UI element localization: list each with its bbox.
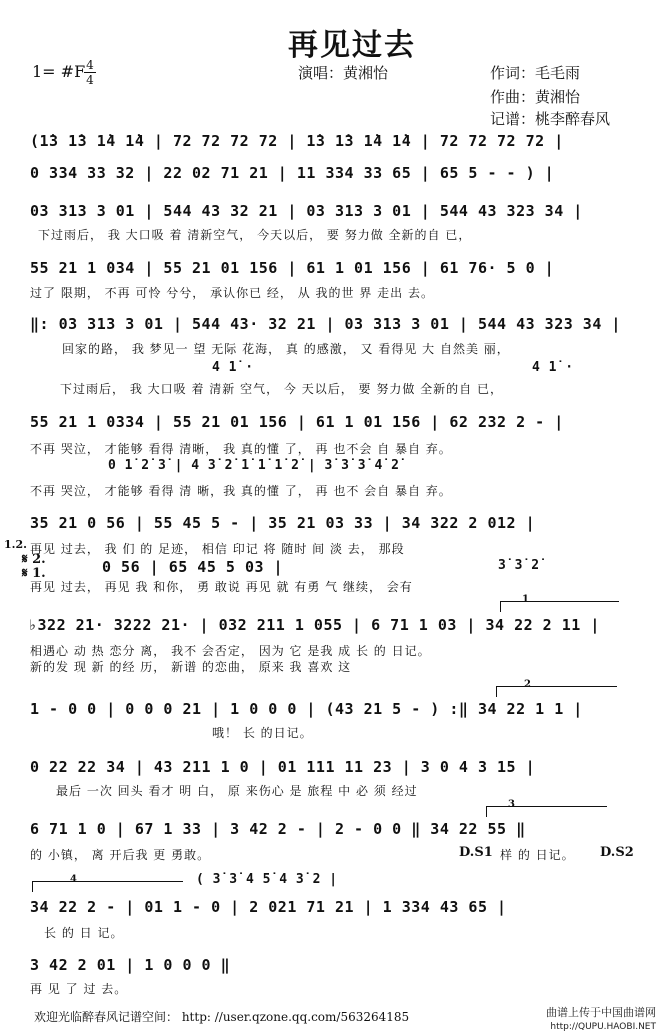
score-row-4: 55 21 1 034 | 55 21 01 156 | 61 1 01 156 | 61 76· 5 0 | [30,259,555,277]
above-notes: ( 3̇ 3̇ 4 5̇ 4 3̇ 2 | [196,872,338,887]
watermark-title: 曲谱上传于中国曲谱网 [546,1006,656,1019]
score-row-2: 0 334 33 32 | 22 02 71 21 | 11 334 33 65 | 65 5 - - ) | [30,164,555,182]
above-notes: 4 1̇ · [532,360,574,375]
score-row-13: 34 22 2 - | 01 1 - 0 | 2 021 71 21 | 1 334 43 65 | [30,898,507,916]
volta-number: 1 [522,594,529,605]
lyric-line: 长 的 日 记。 [44,926,124,940]
lyric-line: 不再 哭泣， 才能够 看得 清晰， 我 真的懂 了， 再 也不会 自 暴自 弃。 [30,442,452,456]
score-row-1: (1̇3 1̇3 1̇4 1̇4 | 72 72 72 72 | 1̇3 1̇3 1̇4 1̇4 | 72 72 72 72 | [30,132,564,150]
score-row-7: 35 21 0 56 | 55 45 5 - | 35 21 03 33 | 34 322 2 012 | [30,514,536,532]
score-row-8: 0 56 | 65 45 5 03 | [102,558,284,576]
lyric-line: 新的发 现 新 的经 历， 新谱 的恋曲， 原来 我 喜欢 这 [30,660,352,674]
watermark-url: http://QUPU.HAOBI.NET [550,1022,656,1032]
score-row-6: 55 21 1 0334 | 55 21 01 156 | 61 1 01 156 | 62 232 2 - | [30,413,564,431]
above-notes: 4 1̇ · [212,360,254,375]
score-row-10: 1 - 0 0 | 0 0 0 21 | 1 0 0 0 | (43 21 5 - ) :‖ 34 22 1 1 | [30,700,583,718]
ds1-lyric: 样 的 日记。 [500,848,575,862]
ds1-marker: D.S1 [459,845,493,860]
time-signature-bottom: 4 [86,73,94,87]
lyricist-credit: 作词：毛毛雨 [490,64,581,82]
score-row-12: 6 71 1 0 | 67 1 33 | 3 42 2 - | 2 - 0 0 ‖ 34 22 55 ‖ [30,820,526,838]
lyric-line: 的 小镇， 离 开后我 更 勇敢。 [30,848,211,862]
above-notes: 0 1̇ 2̇ 3̇ | 4 3̇ 2̇ 1̇ 1̇ 1̇ 2̇ | 3̇ 3̇ 3̇ 4̇ 2̇ [108,458,400,473]
score-row-11: 0 22 22 34 | 43 211 1 0 | 01 111 11 23 | 3 0 4 3 15 | [30,758,536,776]
lyric-line: 相遇心 动 热 恋分 离， 我不 会否定， 因为 它 是我 成 长 的 日记。 [30,644,431,658]
time-signature-top: 4 [86,58,94,72]
lyric-line: 再 见 了 过 去。 [30,982,128,996]
score-row-9: ♭322 21· 3222 21· | 032 211 1 055 | 6 71 1 03 | 34 22 2 11 | [28,616,600,634]
lyric-line: 回家的路， 我 梦见一 望 无际 花海， 真 的感激， 又 看得见 大 自然美 丽， [62,342,510,356]
key-signature: 1= #F [32,62,86,81]
segno-marker: 𝄋 1. [22,566,46,581]
lyric-line: 再见 过去， 再见 我 和你， 勇 敢说 再见 就 有勇 气 继续， 会有 [30,580,413,594]
transcriber-credit: 记谱：桃李醉春风 [490,110,611,128]
singer-credit: 演唱：黄湘怡 [298,64,389,82]
volta-bracket [500,601,619,612]
segno-marker: 𝄋 2. [22,552,46,567]
lyric-line: 再见 过去， 我 们 的 足迹， 相信 印记 将 随时 间 淡 去， 那段 [30,542,405,556]
time-signature [84,59,96,86]
volta-number: 4 [70,874,77,885]
score-row-3: 03 313 3 01 | 544 43 32 21 | 03 313 3 01 | 544 43 323 34 | [30,202,583,220]
score-row-14: 3 42 2 01 | 1 0 0 0 ‖ [30,956,231,974]
above-notes: 3̇ 3̇ 2̇ [498,558,540,573]
page-title: 再见过去 [288,28,416,63]
lyric-line: 不再 哭泣， 才能够 看得 清 晰，我 真的懂 了， 再 也不 会自 暴自 弃。 [30,484,452,498]
volta-bracket [486,806,607,817]
volta-number: 3 [508,799,515,810]
lyric-line: 过了 限期， 不再 可怜 兮兮， 承认你已 经， 从 我的世 界 走出 去。 [30,286,434,300]
volta-marker: 1.2. [4,538,27,551]
lyric-line: 最后 一次 回头 看才 明 白， 原 来伤心 是 旅程 中 必 须 经过 [56,784,418,798]
volta-number: 2 [524,679,531,690]
watermark [546,1006,656,1034]
volta-bracket [496,686,617,697]
composer-credit: 作曲：黄湘怡 [490,88,581,106]
lyric-line: 哦！ 长 的日记。 [212,726,313,740]
lyric-line: 下过雨后， 我 大口吸 着 清新空气， 今天以后， 要 努力做 全新的自 已， [38,228,472,242]
ds2-marker: D.S2 [600,845,634,860]
score-row-5: ‖: 03 313 3 01 | 544 43· 32 21 | 03 313 3 01 | 544 43 323 34 | [30,315,621,333]
lyric-line: 下过雨后， 我 大口吸 着 清新 空气， 今 天以后， 要 努力做 全新的自 已， [60,382,503,396]
footer-note: 欢迎光临醉春风记谱空间： http: //user.qzone.qq.com/563264185 [34,1010,410,1024]
volta-bracket [32,881,183,892]
